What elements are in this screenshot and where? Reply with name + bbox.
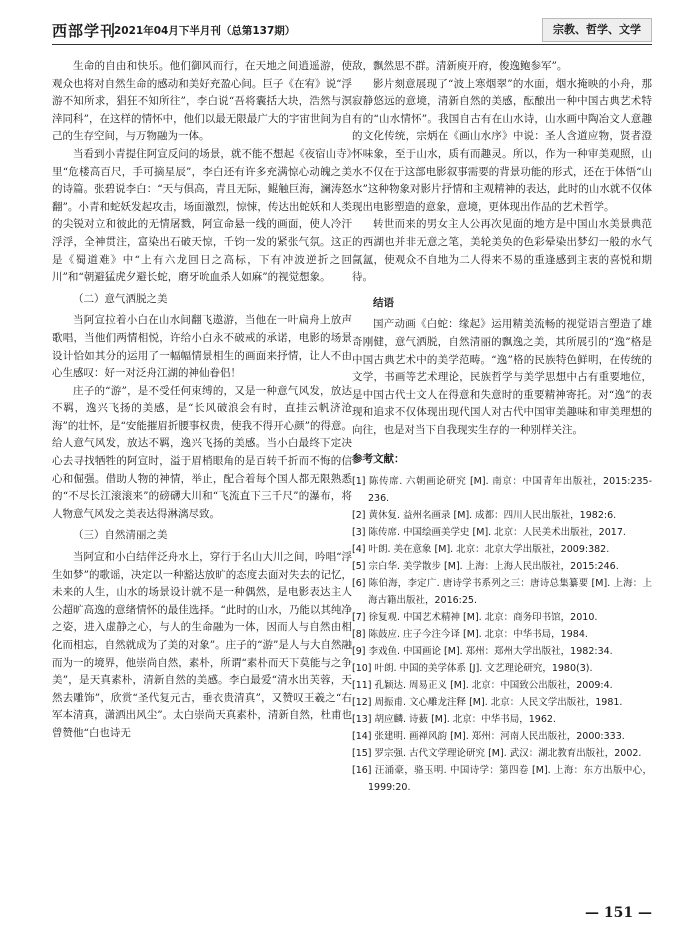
paragraph: 影片刻意展现了“波上寒烟翠”的水面，烟水掩映的小舟，那寂静悠远的意境，清新自然的美感，酝酿出一种中国古典艺术特有的“山水情怀”。我国自古有在山水诗，山水画中陶冶文人意趣的文化传统，宗炳在《画山水序》中说：圣人含道应物，贤者澄怀味象，至于山水，质有而趣灵。所以，作为一种审美观照，山水不仅在于这部电影叙事需要的背景功能的形式，还在于体悟“山水”这种物象对影片抒情和主观精神的表达，此时的山水就不仅体现出电影塑造的意象，意境，更体现出作品的艺术哲学。 [352,77,652,213]
reference-item: [16] 汪涌豪，骆玉明. 中国诗学：第四卷 [M]. 上海：东方出版中心，1999:20. [352,765,652,794]
reference-item: [3] 陈传席. 中国绘画美学史 [M]. 北京：人民美术出版社，2017. [352,527,626,539]
conclusion-heading: 结语 [373,296,394,309]
paragraph: 敌，飘然思不群。清新庾开府，俊逸鲍参军”。 [352,60,568,72]
reference-item: [12] 周振甫. 文心雕龙注释 [M]. 北京：人民文学出版社，1981. [352,697,623,709]
subheading: （三）自然清丽之美 [73,529,168,542]
section-label: 宗教、哲学、文学 [542,18,652,42]
left-column [52,58,352,743]
reference-item: [2] 黄休复. 益州名画录 [M]. 成都：四川人民出版社，1982:6. [352,510,617,522]
reference-item: [7] 徐复观. 中国艺术精神 [M]. 北京：商务印书馆，2010. [352,612,598,624]
reference-item: [8] 陈鼓应. 庄子今注今译 [M]. 北京：中华书局，1984. [352,629,588,641]
reference-item: [14] 张建明. 画禅风韵 [M]. 郑州：河南人民出版社，2000:333. [352,731,625,743]
paragraph: 当阿宣和小白结伴泛舟水上，穿行于名山大川之间，吟唱“浮生如梦”的歌谣，决定以一种豁达放旷的态度去面对失去的记忆，未来的人生，山水的场景设计就不是一种偶然，是电影表达主人公超旷高逸的意绪情怀的最佳选择。“此时的山水，乃能以其纯净之姿，进入虚静之心，与人的生命融为一体，因而人与自然由相化而相忘，自然就成为了美的对象”。庄子的“游”是人与大自然融而为一的境界，他崇尚自然，素朴，所谓“素朴而天下莫能与之争美”，是天真素朴，清新自然的美感。李白最爱“清水出芙蓉，天然去雕饰”，欣赏“圣代复元古，垂衣贵清真”，又赞叹王羲之“右军本清真，潇洒出风尘”。太白崇尚天真素朴，清新自然，杜甫也曾赞他“白也诗无 [52,551,352,739]
issue-info: 2021年04月下半月刊（总第137期） [114,25,296,37]
reference-item: [11] 孔颖达. 周易正义 [M]. 北京：中国致公出版社，2009:4. [352,680,613,692]
reference-item: [10] 叶朗. 中国的美学体系 [J]. 文艺理论研究，1980(3). [352,663,593,675]
reference-item: [4] 叶朗. 美在意象 [M]. 北京：北京大学出版社，2009:382. [352,544,610,556]
paragraph: 庄子的“游”，是不受任何束缚的，又是一种意气风发，放达不羁，逸兴飞扬的美感，是“长风破浪会有时，直挂云帆济沧海”的壮怀，是“安能摧眉折腰事权贵，使我不得开心颜”的得意。给人意气风发，放达不羁，逸兴飞扬的美感。当小白最终下定决心去寻找牺牲的阿宣时，溢于眉梢眼角的是百转千折而不悔的信心和倔强。借助人物的神情，举止，配合着每个国人都无限熟悉的“不尽长江滚滚来”的磅礴大川和“飞流直下三千尺”的瀑布，将人物意气风发之美表达得淋漓尽致。 [52,384,352,520]
reference-item: [9] 李戏鱼. 中国画论 [M]. 郑州：郑州大学出版社，1982:34. [352,646,613,658]
reference-item: [6] 陈伯海，李定广. 唐诗学书系列之三：唐诗总集纂要 [M]. 上海：上海古籍出版社，2016:25. [352,578,652,607]
paragraph: 当阿宣拉着小白在山水间翻飞遨游，当他在一叶扁舟上放声歌唱，当他们两情相悦，许给小白永不破戒的承诺，电影的场景设计恰如其分的运用了一幅幅情景相生的画面来抒情，让人不由心生感叹：好一对泛舟江湖的神仙眷侣！ [52,314,352,380]
right-column [352,58,652,796]
references-list [352,473,652,796]
reference-item: [13] 胡应麟. 诗薮 [M]. 北京：中华书局，1962. [352,714,556,726]
journal-name: 西部学刊 [52,22,117,40]
paragraph: 转世而来的男女主人公再次见面的地方是中国山水美景典范的西湖也并非无意之笔，美轮美奂的色彩晕染出梦幻一般的水气氤氲，使观众不自地为二人得来不易的重逢感到主衷的喜悦和期待。 [352,218,652,284]
reference-item: [15] 罗宗强. 古代文学理论研究 [M]. 武汉：湖北教育出版社，2002. [352,748,642,760]
reference-item: [5] 宗白华. 美学散步 [M]. 上海：上海人民出版社，2015:246. [352,561,619,573]
page-number: — 151 — [585,905,652,921]
subheading: （二）意气洒脱之美 [73,292,168,305]
references-title: 参考文献： [352,453,405,466]
conclusion-paragraph: 国产动画《白蛇：缘起》运用精美流畅的视觉语言塑造了雄奇刚健，意气洒脱，自然清丽的飘逸之美，其所展引的“逸”格是中国古典艺术中的美学范畴。“逸”格的民族特色鲜明，在传统的文学，书画等艺术理论，民族哲学与美学思想中占有重要地位，是中国古代士文人在得意和失意时的重要精神寄托。对“逸”的表现和追求不仅体现出现代国人对古代中国审美趣味和审美理想的向往，也是对当下自我现实生存的一种别样关注。 [352,318,652,436]
paragraph: 当看到小青提住阿宣反问的场景，就不能不想起《夜宿山寺》里“危楼高百尺，手可摘星辰”，李白还有许多充满惊心动魄之美的诗篇。张碧说李白：“天与俱高，青且无际，鲲触巨海，澜涛怒翻”。小青和蛇妖发起攻击，场面激烈，惊悚，传达出蛇妖和人类的尖锐对立和彼此的无情屠戮，阿宣命悬一线的画面，使人冷汗浮浮，全神贯注，富染出石破天惊，千钧一发的紧张气氛。这正是《蜀道难》中“上有六龙回日之高标，下有冲波逆折之回川”和“朝避猛虎夕避长蛇，磨牙吮血杀人如麻”的视觉想象。 [52,147,352,284]
reference-item: [1] 陈传席. 六朝画论研究 [M]. 南京：中国青年出版社，2015:235-236. [352,476,652,505]
page-header [52,18,652,45]
paragraph: 生命的自由和快乐。他们御风而行，在天地之间逍遥游，使观众也将对自然生命的感动和美好充盈心间。巨子《在宥》说“浮游不知所求，猖狂不知所往”，李白说“吾将囊括大块，浩然与溟涬同科”，在这样的情怀中，他们以最无限最广大的宇宙世间为自己的生存空间，与万物融为一体。 [52,60,352,143]
